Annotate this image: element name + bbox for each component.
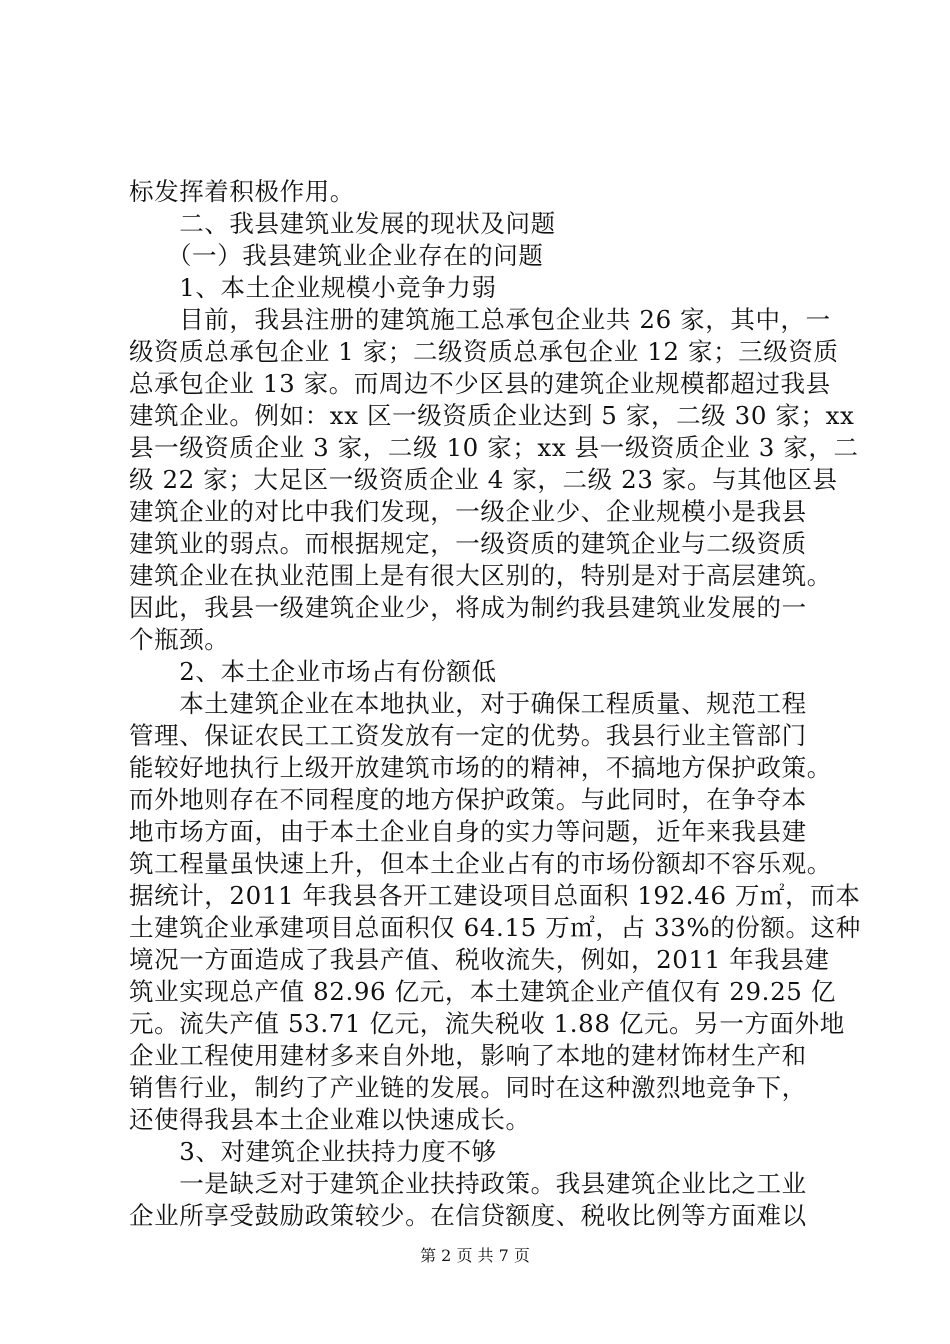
body-text-line: 而外地则存在不同程度的地方保护政策。与此同时，在争夺本	[129, 785, 807, 814]
item-heading: 3、对建筑企业扶持力度不够	[129, 1137, 497, 1166]
body-text-line: 土建筑企业承建项目总面积仅 64.15 万㎡，占 33%的份额。这种	[129, 913, 861, 942]
body-text-line: 地市场方面，由于本土企业自身的实力等问题，近年来我县建	[129, 817, 807, 846]
subsection-heading: （一）我县建筑业企业存在的问题	[129, 241, 544, 270]
body-text-line: 目前，我县注册的建筑施工总承包企业共 26 家，其中，一	[129, 305, 831, 334]
body-text-line: 级资质总承包企业 1 家；二级资质总承包企业 12 家；三级资质	[129, 337, 839, 366]
body-text-line: 建筑业的弱点。而根据规定，一级资质的建筑企业与二级资质	[129, 529, 807, 558]
body-text-line: 总承包企业 13 家。而周边不少区县的建筑企业规模都超过我县	[129, 369, 831, 398]
body-text-line: 企业所享受鼓励政策较少。在信贷额度、税收比例等方面难以	[129, 1201, 807, 1230]
section-heading: 二、我县建筑业发展的现状及问题	[129, 209, 556, 238]
body-text-line: 能较好地执行上级开放建筑市场的的精神，不搞地方保护政策。	[129, 753, 832, 782]
body-text-line: 还使得我县本土企业难以快速成长。	[129, 1105, 531, 1134]
item-heading: 2、本土企业市场占有份额低	[129, 657, 497, 686]
body-text-line: 据统计，2011 年我县各开工建设项目总面积 192.46 万㎡，而本	[129, 881, 861, 910]
body-text-line: 元。流失产值 53.71 亿元，流失税收 1.88 亿元。另一方面外地	[129, 1009, 845, 1038]
body-text-line: 建筑企业在执业范围上是有很大区别的，特别是对于高层建筑。	[129, 561, 832, 590]
body-text-line: 因此，我县一级建筑企业少，将成为制约我县建筑业发展的一	[129, 593, 807, 622]
body-text-line: 企业工程使用建材多来自外地，影响了本地的建材饰材生产和	[129, 1041, 807, 1070]
body-text-line: 县一级资质企业 3 家，二级 10 家；xx 县一级资质企业 3 家，二	[129, 433, 859, 462]
body-text-line: 个瓶颈。	[129, 625, 230, 654]
body-text-line: 建筑企业的对比中我们发现，一级企业少、企业规模小是我县	[129, 497, 807, 526]
body-text-line: 标发挥着积极作用。	[129, 177, 355, 206]
body-text-line: 一是缺乏对于建筑企业扶持政策。我县建筑企业比之工业	[129, 1169, 807, 1198]
item-heading: 1、本土企业规模小竞争力弱	[129, 273, 497, 302]
body-text-line: 销售行业，制约了产业链的发展。同时在这种激烈地竞争下，	[129, 1073, 807, 1102]
body-text-line: 级 22 家；大足区一级资质企业 4 家，二级 23 家。与其他区县	[129, 465, 838, 494]
body-text-line: 本土建筑企业在本地执业，对于确保工程质量、规范工程	[129, 689, 807, 718]
body-text-line: 筑业实现总产值 82.96 亿元，本土建筑企业产值仅有 29.25 亿	[129, 977, 836, 1006]
page-footer: 第 2 页 共 7 页	[420, 1246, 530, 1265]
body-text-line: 筑工程量虽快速上升，但本土企业占有的市场份额却不容乐观。	[129, 849, 832, 878]
body-text-line: 建筑企业。例如：xx 区一级资质企业达到 5 家，二级 30 家；xx	[129, 401, 855, 430]
body-text-line: 境况一方面造成了我县产值、税收流失，例如，2011 年我县建	[129, 945, 830, 974]
body-text-line: 管理、保证农民工工资发放有一定的优势。我县行业主管部门	[129, 721, 807, 750]
